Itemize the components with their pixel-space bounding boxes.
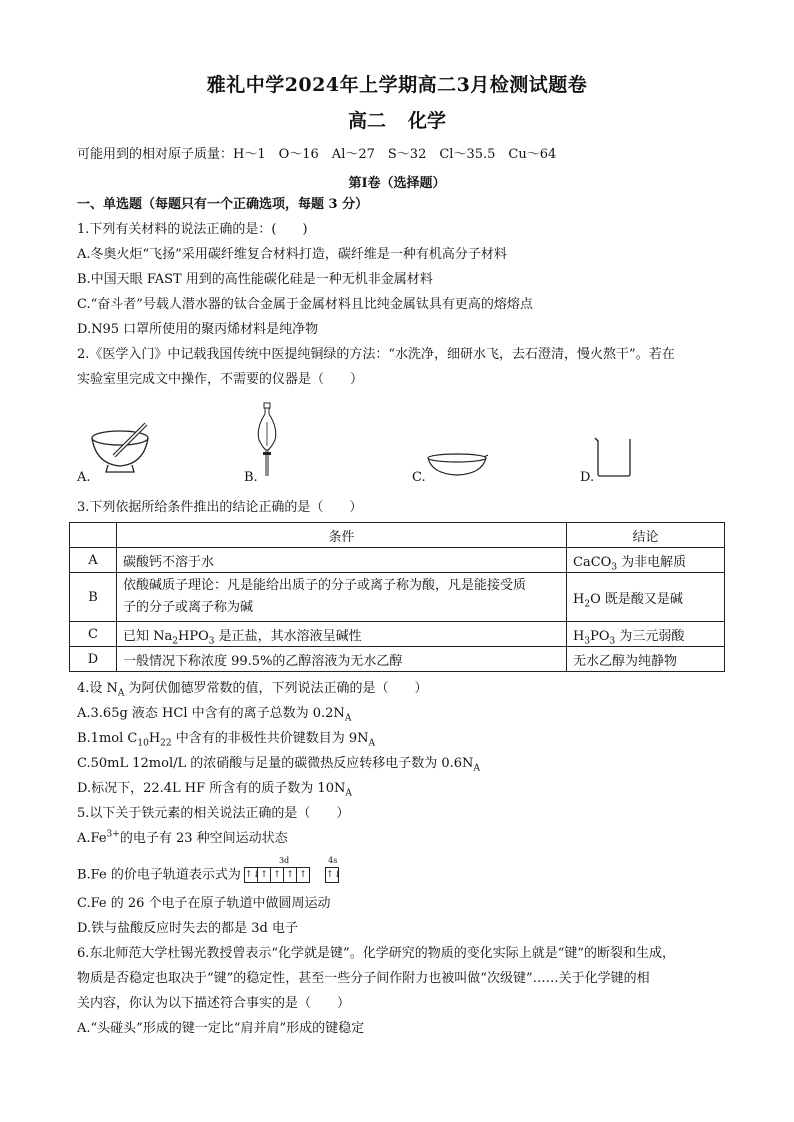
row-d-condition: 一般情况下称浓度 99.5%的乙醇溶液为无水乙醇	[117, 647, 567, 672]
row-key-a: A	[70, 548, 117, 573]
separatory-funnel-icon	[254, 402, 280, 478]
row-key-c: C	[70, 622, 117, 647]
row-a-conclusion: CaCO$_3$ 为非电解质	[567, 548, 725, 573]
orbital-cell: ↑	[296, 867, 310, 883]
table-header-conclusion: 结论	[567, 523, 725, 548]
orbital-cell: ↑↓	[325, 867, 339, 883]
q5-option-a: $A.Fe^{3+}$的电子有 23 种空间运动状态	[77, 829, 288, 846]
row-b-condition: 依酸碱质子理论：凡是能给出质子的分子或离子称为酸，凡是能接受质 子的分子或离子称为碱	[117, 573, 567, 622]
row-key-b: B	[70, 573, 117, 622]
orbital-cell: ↑	[257, 867, 271, 883]
q4-option-a: A.3.65g 液态 HCl 中含有的离子总数为 $0.2N_A$	[77, 706, 352, 724]
beaker-icon	[594, 436, 634, 478]
part-title: 一、单选题（每题只有一个正确选项，每题 3 分）	[77, 197, 369, 212]
row-d-conclusion: 无水乙醇为纯静物	[567, 647, 725, 672]
q2-label-a: A.	[77, 470, 91, 485]
q4-stem: 4.设 $N_A$ 为阿伏伽德罗常数的值，下列说法正确的是（ ）	[77, 681, 428, 699]
q5-option-d: D.铁与盐酸反应时失去的都是 3d 电子	[77, 921, 298, 936]
q1-option-a: A.冬奥火炬“飞扬”采用碳纤维复合材料打造，碳纤维是一种有机高分子材料	[77, 247, 507, 262]
q2-label-b: B.	[244, 470, 258, 485]
table-header-empty	[70, 523, 117, 548]
q4-option-c: C.50mL 12mol/L 的浓硝酸与足量的碳微热反应转移电子数为 $0.6N_A$	[77, 756, 480, 774]
table-header-condition: 条件	[117, 523, 567, 548]
orbital-4s	[326, 856, 342, 884]
q6-stem-line2: 物质是否稳定也取决于“键”的稳定性，甚至一些分子间作附力也被叫做“次级键”……关于化学键的相	[77, 971, 650, 986]
q2-stem-line1: 2.《医学入门》中记载我国传统中医提纯铜绿的方法：“水洗净，细研水飞，去石澄清，慢火熬干”。若在	[77, 347, 675, 362]
orbital-cell: ↑	[283, 867, 297, 883]
orbital-cell: ↑	[270, 867, 284, 883]
evaporating-dish-icon	[426, 452, 488, 478]
q3-stem: 3.下列依据所给条件推出的结论正确的是（ ）	[77, 500, 363, 515]
orbital-3d	[244, 856, 310, 884]
q6-stem-line1: 6.东北师范大学杜锡光教授曾表示“化学就是键”。化学研究的物质的变化实际上就是“键”的断裂和生成，	[77, 946, 675, 961]
row-key-d: D	[70, 647, 117, 672]
q2-label-d: D.	[580, 470, 595, 485]
exam-title: 雅礼中学2024年上学期高二3月检测试题卷	[206, 74, 588, 96]
exam-subject-line	[0, 106, 794, 133]
q1-stem: 1.下列有关材料的说法正确的是：( )	[77, 222, 308, 237]
table-row	[70, 622, 725, 647]
q2-label-c: C.	[412, 470, 426, 485]
q5-stem: 5.以下关于铁元素的相关说法正确的是（ ）	[77, 806, 350, 821]
row-a-condition: 碳酸钙不溶于水	[117, 548, 567, 573]
q2-stem-line2: 实验室里完成文中操作，不需要的仪器是（ ）	[77, 372, 364, 387]
table-row	[70, 647, 725, 672]
mortar-pestle-icon	[88, 418, 158, 478]
q1-option-c: C.“奋斗者”号载人潜水器的钛合金属于金属材料且比纯金属钛具有更高的熔熔点	[77, 297, 533, 312]
q4-option-d: D.标况下，22.4L HF 所含有的质子数为 $10N_A$	[77, 781, 352, 799]
q5-option-b: B.Fe 的价电子轨道表示式为 3d ↑↓↑ ↑ ↑ ↑ 4s ↑↓	[77, 866, 339, 885]
q3-table	[69, 522, 725, 672]
orbital-4s-label: 4s	[328, 856, 338, 865]
section-title: 第Ⅰ卷（选择题）	[348, 176, 446, 191]
table-row	[70, 548, 725, 573]
table-row	[70, 573, 725, 622]
row-c-conclusion: $H_3PO_3$ 为三元弱酸	[567, 622, 725, 647]
row-c-condition: 已知 $Na_2HPO_3$ 是正盐，其水溶液呈碱性	[117, 622, 567, 647]
q4-option-b: B.1mol $C_{10}H_{22}$ 中含有的非极性共价键数目为 $9N_A$	[77, 731, 376, 749]
orbital-3d-label: 3d	[278, 856, 290, 865]
orbital-cell: ↑↓	[244, 867, 258, 883]
subject-label: 化学	[408, 110, 447, 132]
q1-option-d: D.N95 口罩所使用的聚丙烯材料是纯净物	[77, 322, 319, 337]
atomic-masses: 可能用到的相对原子质量：H～1 O～16 Al～27 S～32 Cl～35.5 Cu～64	[77, 147, 557, 162]
q6-stem-line3: 关内容，你认为以下描述符合事实的是（ ）	[77, 996, 351, 1011]
q5-option-c: C.Fe 的 26 个电子在原子轨道中做圆周运动	[77, 896, 331, 911]
q6-option-a: A.“头碰头”形成的键一定比“肩并肩”形成的键稳定	[77, 1021, 365, 1036]
table-header-row	[70, 523, 725, 548]
q1-option-b: B.中国天眼 FAST 用到的高性能碳化硅是一种无机非金属材料	[77, 272, 433, 287]
row-b-conclusion: $H_2O$ 既是酸又是碱	[567, 573, 725, 622]
grade-label: 高二	[347, 110, 386, 132]
